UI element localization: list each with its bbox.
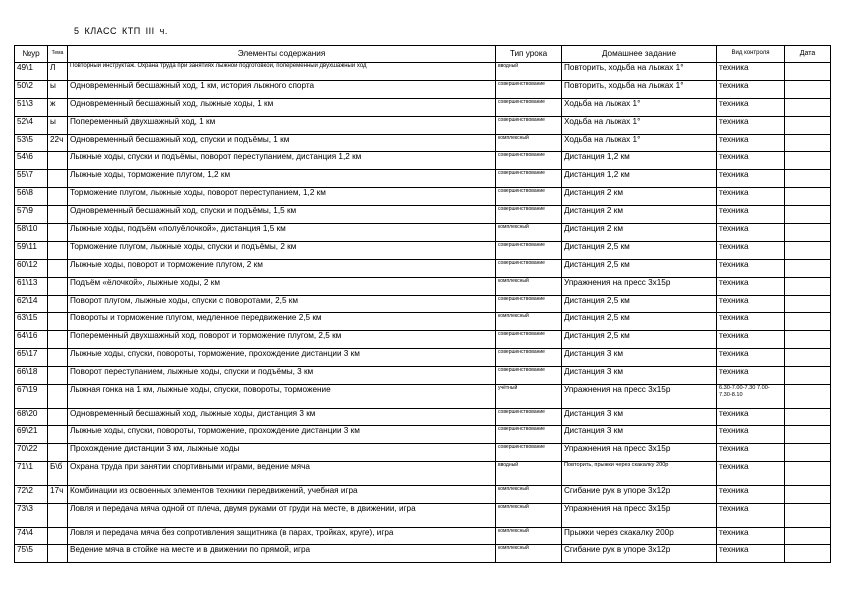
lesson-date bbox=[785, 206, 831, 224]
lesson-homework: Ходьба на лыжах 1° bbox=[562, 134, 717, 152]
lesson-type: совершенствование bbox=[496, 152, 562, 170]
table-row bbox=[15, 259, 831, 277]
lesson-date bbox=[785, 331, 831, 349]
lesson-type: комплексный bbox=[496, 224, 562, 242]
lesson-homework: Дистанция 2,5 км bbox=[562, 259, 717, 277]
lesson-date bbox=[785, 349, 831, 367]
lesson-content: Ловля и передача мяча без сопротивления защитника (в парах, тройках, круге), игра bbox=[68, 527, 496, 545]
lesson-homework: Упражнения на пресс 3х15р bbox=[562, 277, 717, 295]
table-row bbox=[15, 277, 831, 295]
lesson-type: совершенствование bbox=[496, 408, 562, 426]
lesson-topic: Б\б bbox=[48, 462, 68, 486]
table-row bbox=[15, 527, 831, 545]
lesson-type: комплексный bbox=[496, 313, 562, 331]
lesson-date bbox=[785, 444, 831, 462]
lesson-control: техника bbox=[717, 224, 785, 242]
lesson-type: комплексный bbox=[496, 277, 562, 295]
lesson-topic bbox=[48, 545, 68, 563]
lesson-type: совершенствование bbox=[496, 80, 562, 98]
lesson-date bbox=[785, 313, 831, 331]
lesson-topic bbox=[48, 259, 68, 277]
lesson-number: 72\2 bbox=[15, 485, 48, 503]
table-row bbox=[15, 503, 831, 527]
page-title: 5 КЛАСС КТП III ч. bbox=[74, 26, 168, 36]
lesson-topic bbox=[48, 444, 68, 462]
lesson-topic bbox=[48, 385, 68, 409]
table-row bbox=[15, 385, 831, 409]
lesson-number: 52\4 bbox=[15, 116, 48, 134]
table-row bbox=[15, 367, 831, 385]
lesson-control: техника bbox=[717, 116, 785, 134]
lesson-homework: Сгибание рук в упоре 3х12р bbox=[562, 545, 717, 563]
lesson-type: совершенствование bbox=[496, 116, 562, 134]
lesson-date bbox=[785, 367, 831, 385]
lesson-type: комплексный bbox=[496, 545, 562, 563]
lesson-type: совершенствование bbox=[496, 295, 562, 313]
lesson-control: техника bbox=[717, 545, 785, 563]
lesson-control: техника bbox=[717, 206, 785, 224]
lesson-date bbox=[785, 295, 831, 313]
lesson-topic bbox=[48, 349, 68, 367]
lesson-date bbox=[785, 259, 831, 277]
lesson-number: 64\16 bbox=[15, 331, 48, 349]
lesson-control: техника bbox=[717, 170, 785, 188]
lesson-control: техника bbox=[717, 313, 785, 331]
lesson-date bbox=[785, 485, 831, 503]
header-type: Тип урока bbox=[496, 46, 562, 63]
header-control: Вид контроля bbox=[717, 46, 785, 63]
lesson-date bbox=[785, 527, 831, 545]
lesson-control: техника bbox=[717, 134, 785, 152]
header-content: Элементы содержания bbox=[68, 46, 496, 63]
lesson-content: Одновременный бесшажный ход, лыжные ходы, 1 км bbox=[68, 98, 496, 116]
table-row bbox=[15, 224, 831, 242]
lesson-type: совершенствование bbox=[496, 206, 562, 224]
table-row bbox=[15, 444, 831, 462]
table-row bbox=[15, 426, 831, 444]
lesson-control: техника bbox=[717, 241, 785, 259]
lesson-content: Лыжные ходы, спуски, повороты, торможение, прохождение дистанции 3 км bbox=[68, 426, 496, 444]
lesson-homework: Ходьба на лыжах 1° bbox=[562, 98, 717, 116]
table-row bbox=[15, 462, 831, 486]
lesson-date bbox=[785, 170, 831, 188]
lesson-number: 56\8 bbox=[15, 188, 48, 206]
lesson-content: Лыжные ходы, спуски, повороты, торможение, прохождение дистанции 3 км bbox=[68, 349, 496, 367]
lesson-topic bbox=[48, 295, 68, 313]
table-row bbox=[15, 206, 831, 224]
lesson-homework: Дистанция 2,5 км bbox=[562, 241, 717, 259]
lesson-number: 63\15 bbox=[15, 313, 48, 331]
lesson-control: техника bbox=[717, 63, 785, 81]
lesson-content: Одновременный бесшажный ход, спуски и подъёмы, 1 км bbox=[68, 134, 496, 152]
lesson-topic: Л bbox=[48, 63, 68, 81]
lesson-number: 61\13 bbox=[15, 277, 48, 295]
lesson-type: совершенствование bbox=[496, 170, 562, 188]
lesson-date bbox=[785, 152, 831, 170]
lesson-control: техника bbox=[717, 331, 785, 349]
lesson-content: Ведение мяча в стойке на месте и в движении по прямой, игра bbox=[68, 545, 496, 563]
lesson-control: техника bbox=[717, 503, 785, 527]
lesson-type: совершенствование bbox=[496, 188, 562, 206]
lesson-number: 49\1 bbox=[15, 63, 48, 81]
lesson-content: Попеременный двухшажный ход, поворот и торможение плугом, 2,5 км bbox=[68, 331, 496, 349]
lesson-date bbox=[785, 116, 831, 134]
lesson-content: Повороты и торможение плугом, медленное передвижение 2,5 км bbox=[68, 313, 496, 331]
header-num: №ур bbox=[15, 46, 48, 63]
header-topic: Тема bbox=[48, 46, 68, 63]
lesson-homework: Прыжки через скакалку 200р bbox=[562, 527, 717, 545]
lesson-content: Подъём «ёлочкой», лыжные ходы, 2 км bbox=[68, 277, 496, 295]
lesson-homework: Дистанция 2,5 км bbox=[562, 295, 717, 313]
lesson-number: 54\6 bbox=[15, 152, 48, 170]
table-row bbox=[15, 331, 831, 349]
lesson-date bbox=[785, 503, 831, 527]
lesson-topic bbox=[48, 331, 68, 349]
lesson-type: комплексный bbox=[496, 485, 562, 503]
lesson-homework: Дистанция 3 км bbox=[562, 367, 717, 385]
lesson-number: 74\4 bbox=[15, 527, 48, 545]
lesson-topic bbox=[48, 503, 68, 527]
lesson-number: 75\5 bbox=[15, 545, 48, 563]
lesson-control: техника bbox=[717, 426, 785, 444]
lesson-number: 71\1 bbox=[15, 462, 48, 486]
lesson-topic bbox=[48, 426, 68, 444]
lesson-number: 50\2 bbox=[15, 80, 48, 98]
lesson-homework: Повторить, ходьба на лыжах 1° bbox=[562, 63, 717, 81]
lesson-topic bbox=[48, 313, 68, 331]
table-row bbox=[15, 116, 831, 134]
lesson-content: Лыжные ходы, торможение плугом, 1,2 км bbox=[68, 170, 496, 188]
lesson-topic bbox=[48, 206, 68, 224]
lesson-topic bbox=[48, 188, 68, 206]
lesson-type: вводный bbox=[496, 462, 562, 486]
lesson-homework: Упражнения на пресс 3х15р bbox=[562, 503, 717, 527]
lesson-homework: Дистанция 2,5 км bbox=[562, 313, 717, 331]
lesson-homework: Дистанция 3 км bbox=[562, 408, 717, 426]
lesson-number: 67\19 bbox=[15, 385, 48, 409]
lesson-number: 65\17 bbox=[15, 349, 48, 367]
lesson-topic bbox=[48, 277, 68, 295]
lesson-date bbox=[785, 241, 831, 259]
lesson-control: техника bbox=[717, 188, 785, 206]
table-row bbox=[15, 63, 831, 81]
lesson-date bbox=[785, 98, 831, 116]
table-row bbox=[15, 408, 831, 426]
header-date: Дата bbox=[785, 46, 831, 63]
lesson-homework: Упражнения на пресс 3х15р bbox=[562, 444, 717, 462]
lesson-type: совершенствование bbox=[496, 331, 562, 349]
lesson-control: техника bbox=[717, 349, 785, 367]
lesson-content: Поворот переступанием, лыжные ходы, спуски и подъёмы, 3 км bbox=[68, 367, 496, 385]
lesson-control: техника bbox=[717, 408, 785, 426]
lesson-number: 57\9 bbox=[15, 206, 48, 224]
lesson-type: вводный bbox=[496, 63, 562, 81]
lesson-content: Лыжная гонка на 1 км, лыжные ходы, спуски, повороты, торможение bbox=[68, 385, 496, 409]
lesson-date bbox=[785, 224, 831, 242]
lesson-homework: Дистанция 2,5 км bbox=[562, 331, 717, 349]
lesson-control: техника bbox=[717, 152, 785, 170]
lesson-content: Поворот плугом, лыжные ходы, спуски с поворотами, 2,5 км bbox=[68, 295, 496, 313]
lesson-topic: 22ч bbox=[48, 134, 68, 152]
table-row bbox=[15, 188, 831, 206]
lesson-topic: ы bbox=[48, 80, 68, 98]
lesson-content: Одновременный бесшажный ход, 1 км, история лыжного спорта bbox=[68, 80, 496, 98]
lesson-control: техника bbox=[717, 259, 785, 277]
lesson-number: 51\3 bbox=[15, 98, 48, 116]
lesson-date bbox=[785, 277, 831, 295]
lesson-content: Лыжные ходы, спуски и подъёмы, поворот переступанием, дистанция 1,2 км bbox=[68, 152, 496, 170]
lesson-homework: Дистанция 2 км bbox=[562, 188, 717, 206]
lesson-number: 62\14 bbox=[15, 295, 48, 313]
lesson-type: комплексный bbox=[496, 503, 562, 527]
table-row bbox=[15, 98, 831, 116]
lesson-number: 70\22 bbox=[15, 444, 48, 462]
lesson-number: 66\18 bbox=[15, 367, 48, 385]
lesson-homework: Дистанция 2 км bbox=[562, 224, 717, 242]
lesson-content: Повторный инструктаж. Охрана труда при занятиях лыжной подготовкой, попеременный двухшажный ход bbox=[68, 63, 496, 81]
lesson-control: техника bbox=[717, 444, 785, 462]
lesson-homework: Дистанция 3 км bbox=[562, 349, 717, 367]
lesson-topic bbox=[48, 241, 68, 259]
lesson-topic bbox=[48, 527, 68, 545]
table-row bbox=[15, 80, 831, 98]
lesson-type: учётный bbox=[496, 385, 562, 409]
lesson-topic bbox=[48, 152, 68, 170]
lesson-homework: Ходьба на лыжах 1° bbox=[562, 116, 717, 134]
lesson-content: Ловля и передача мяча одной от плеча, двумя руками от груди на месте, в движении, игра bbox=[68, 503, 496, 527]
lesson-control: техника bbox=[717, 80, 785, 98]
lesson-content: Торможение плугом, лыжные ходы, спуски и подъёмы, 2 км bbox=[68, 241, 496, 259]
lesson-topic bbox=[48, 224, 68, 242]
lesson-plan-table bbox=[14, 45, 831, 563]
lesson-type: совершенствование bbox=[496, 241, 562, 259]
lesson-topic: ы bbox=[48, 116, 68, 134]
lesson-homework: Дистанция 1,2 км bbox=[562, 170, 717, 188]
lesson-homework: Дистанция 2 км bbox=[562, 206, 717, 224]
lesson-topic bbox=[48, 408, 68, 426]
lesson-number: 68\20 bbox=[15, 408, 48, 426]
lesson-homework: Повторить, прыжки через скакалку 200р bbox=[562, 462, 717, 486]
lesson-content: Попеременный двухшажный ход, 1 км bbox=[68, 116, 496, 134]
lesson-date bbox=[785, 63, 831, 81]
lesson-type: совершенствование bbox=[496, 444, 562, 462]
lesson-homework: Сгибание рук в упоре 3х12р bbox=[562, 485, 717, 503]
lesson-content: Лыжные ходы, подъём «полуёлочкой», дистанция 1,5 км bbox=[68, 224, 496, 242]
lesson-date bbox=[785, 134, 831, 152]
lesson-number: 69\21 bbox=[15, 426, 48, 444]
lesson-number: 53\5 bbox=[15, 134, 48, 152]
lesson-type: комплексный bbox=[496, 134, 562, 152]
lesson-control: техника bbox=[717, 367, 785, 385]
lesson-homework: Дистанция 3 км bbox=[562, 426, 717, 444]
lesson-control: техника bbox=[717, 295, 785, 313]
table-row bbox=[15, 545, 831, 563]
lesson-content: Одновременный бесшажный ход, спуски и подъёмы, 1,5 км bbox=[68, 206, 496, 224]
lesson-topic: ж bbox=[48, 98, 68, 116]
lesson-type: совершенствование bbox=[496, 349, 562, 367]
lesson-type: совершенствование bbox=[496, 367, 562, 385]
lesson-content: Комбинации из освоенных элементов техники передвижений, учебная игра bbox=[68, 485, 496, 503]
lesson-type: совершенствование bbox=[496, 259, 562, 277]
lesson-type: совершенствование bbox=[496, 98, 562, 116]
lesson-number: 58\10 bbox=[15, 224, 48, 242]
header-homework: Домашнее задание bbox=[562, 46, 717, 63]
lesson-control: техника bbox=[717, 277, 785, 295]
lesson-date bbox=[785, 80, 831, 98]
lesson-date bbox=[785, 462, 831, 486]
lesson-content: Лыжные ходы, поворот и торможение плугом, 2 км bbox=[68, 259, 496, 277]
lesson-content: Прохождение дистанции 3 км, лыжные ходы bbox=[68, 444, 496, 462]
lesson-topic bbox=[48, 170, 68, 188]
table-row bbox=[15, 485, 831, 503]
lesson-type: комплексный bbox=[496, 527, 562, 545]
lesson-number: 73\3 bbox=[15, 503, 48, 527]
lesson-date bbox=[785, 188, 831, 206]
lesson-homework: Повторить, ходьба на лыжах 1° bbox=[562, 80, 717, 98]
lesson-homework: Дистанция 1,2 км bbox=[562, 152, 717, 170]
lesson-control: техника bbox=[717, 98, 785, 116]
lesson-topic: 17ч bbox=[48, 485, 68, 503]
lesson-homework: Упражнения на пресс 3х15р bbox=[562, 385, 717, 409]
lesson-control: техника bbox=[717, 462, 785, 486]
lesson-number: 60\12 bbox=[15, 259, 48, 277]
table-row bbox=[15, 241, 831, 259]
lesson-type: совершенствование bbox=[496, 426, 562, 444]
lesson-content: Одновременный бесшажный ход, лыжные ходы, дистанция 3 км bbox=[68, 408, 496, 426]
lesson-control: техника bbox=[717, 485, 785, 503]
table-row bbox=[15, 313, 831, 331]
lesson-content: Торможение плугом, лыжные ходы, поворот переступанием, 1,2 км bbox=[68, 188, 496, 206]
lesson-control: техника bbox=[717, 527, 785, 545]
lesson-date bbox=[785, 408, 831, 426]
lesson-content: Охрана труда при занятии спортивными играми, ведение мяча bbox=[68, 462, 496, 486]
lesson-number: 59\11 bbox=[15, 241, 48, 259]
lesson-control: 6.30-7.00-7.30 7.00-7.30-8.10 bbox=[717, 385, 785, 409]
lesson-date bbox=[785, 426, 831, 444]
lesson-date bbox=[785, 545, 831, 563]
table-row bbox=[15, 295, 831, 313]
table-row bbox=[15, 349, 831, 367]
table-row bbox=[15, 152, 831, 170]
table-row bbox=[15, 134, 831, 152]
table-row bbox=[15, 170, 831, 188]
lesson-number: 55\7 bbox=[15, 170, 48, 188]
table-header bbox=[15, 46, 831, 63]
lesson-date bbox=[785, 385, 831, 409]
lesson-topic bbox=[48, 367, 68, 385]
